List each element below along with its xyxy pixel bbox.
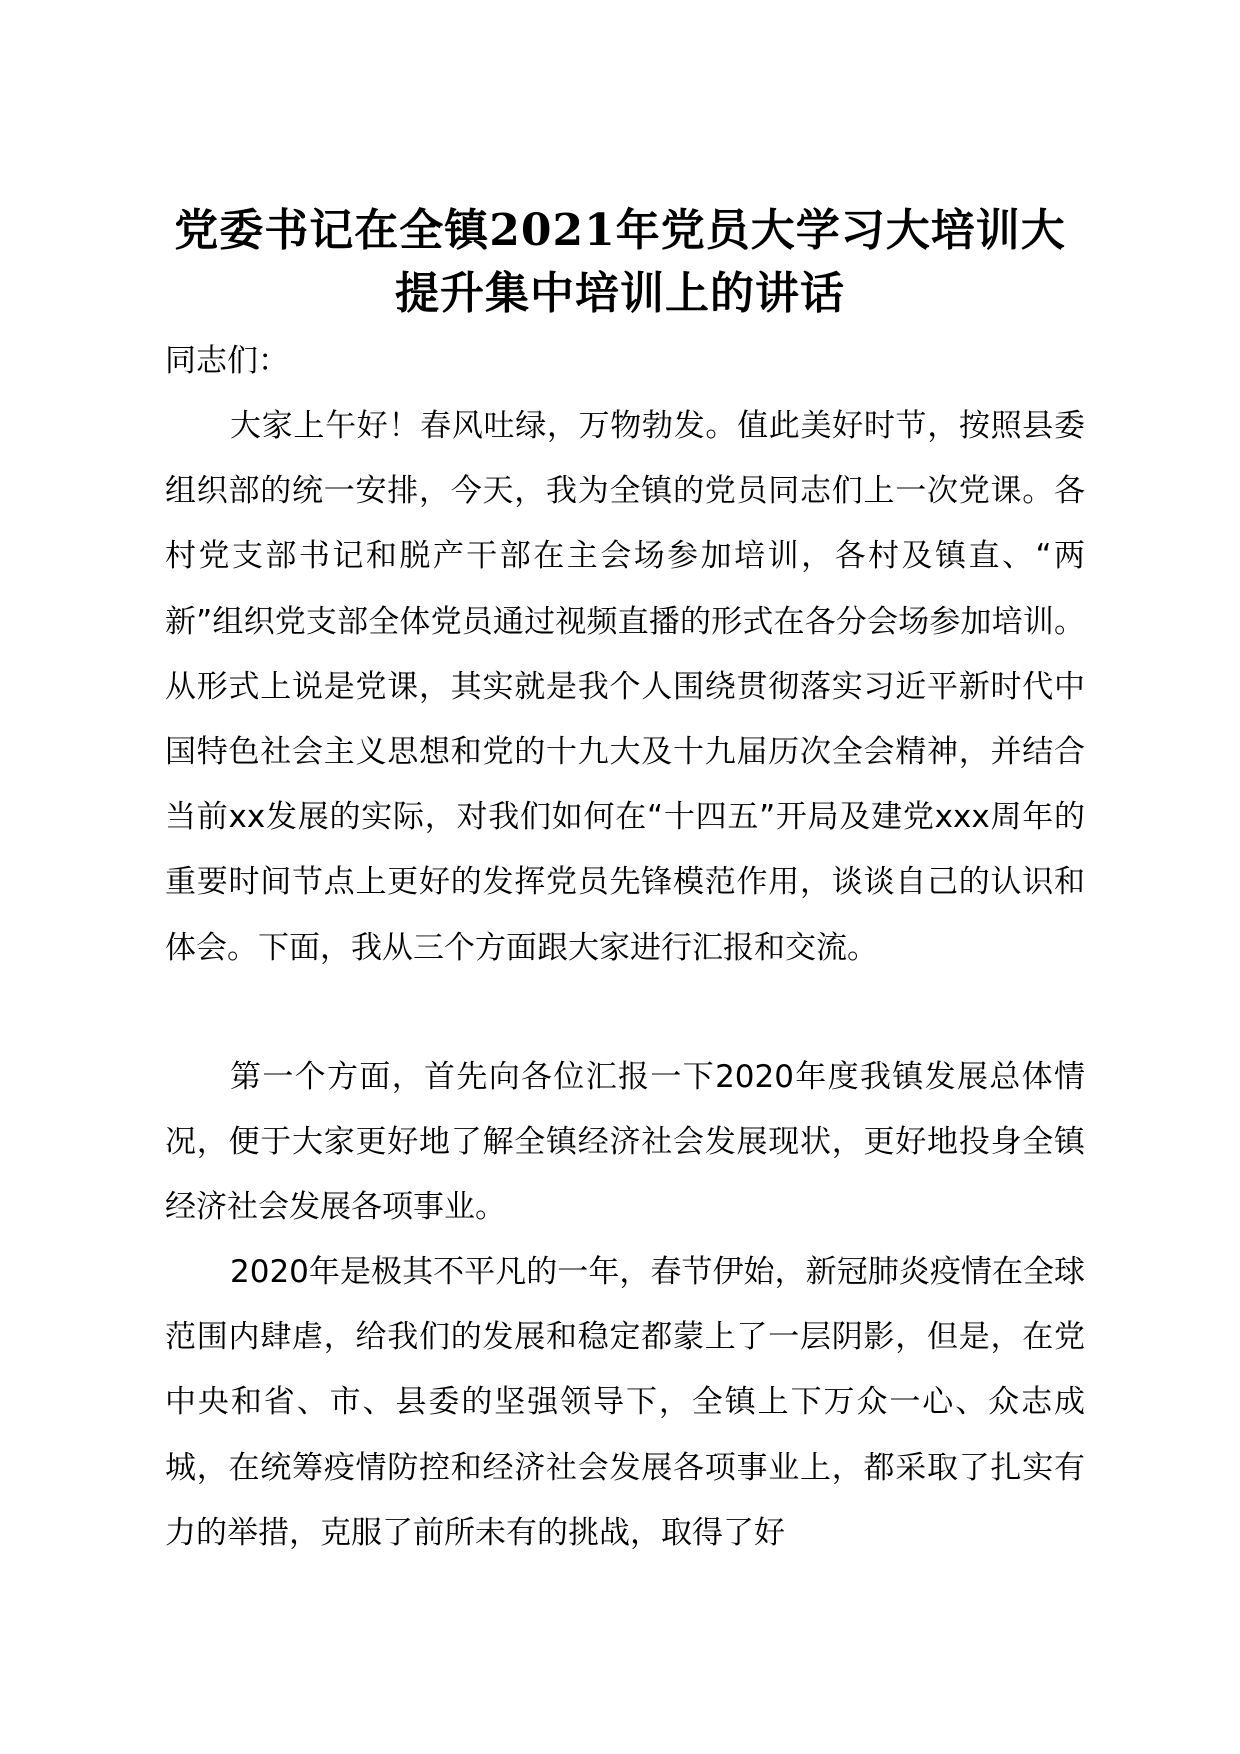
document-title-line-2: 提升集中培训上的讲话 [395,268,845,319]
paragraph-first-aspect: 第一个方面，首先向各位汇报一下2020年度我镇发展总体情况，便于大家更好地了解全镇经济社会发展现状，更好地投身全镇经济社会发展各项事业。 [165,1059,1085,1226]
document-title-line-1: 党委书记在全镇2021年党员大学习大培训大 [174,205,1066,256]
paragraph-2020-review: 2020年是极其不平凡的一年，春节伊始，新冠肺炎疫情在全球范围内肆虐，给我们的发展和稳定都蒙上了一层阴影，但是，在党中央和省、市、县委的坚强领导下，全镇上下万众一心、众志成城，在统筹疫情防控和经济社会发展各项事业上，都采取了扎实有力的举措，克服了前所未有的挑战，取得了好 [165,1254,1085,1551]
paragraph-opening: 大家上午好！春风吐绿，万物勃发。值此美好时节，按照县委组织部的统一安排，今天，我为全镇的党员同志们上一次党课。各村党支部书记和脱产干部在主会场参加培训，各村及镇直、“两新”组织党支部全体党员通过视频直播的形式在各分会场参加培训。从形式上说是党课，其实就是我个人围绕贯彻落实习近平新时代中国特色社会主义思想和党的十九大及十九届历次全会精神，并结合当前xx发展的实际，对我们如何在“十四五”开局及建党xxx周年的重要时间节点上更好的发挥党员先锋模范作用，谈谈自己的认识和体会。下面，我从三个方面跟大家进行汇报和交流。 [165,408,1085,966]
salutation: 同志们： [165,343,289,379]
